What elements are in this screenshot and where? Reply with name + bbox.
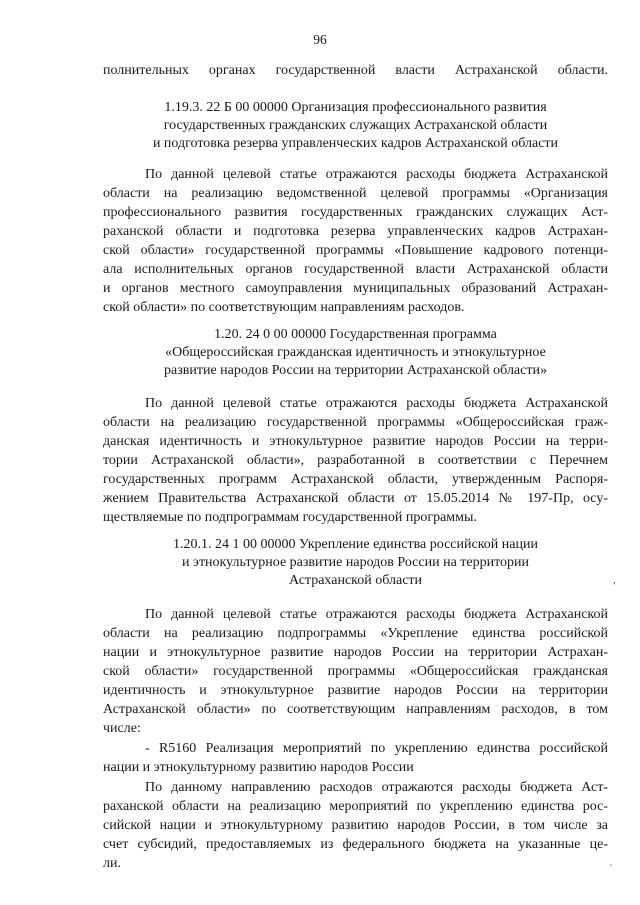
paragraph-line: ской области» государственной программы «Повышение кадрового потенци- bbox=[103, 243, 608, 258]
paragraph-line: профессионального развития государственных гражданских служащих Аст- bbox=[103, 205, 608, 220]
section-heading-line: государственных гражданских служащих Астраханской области bbox=[163, 118, 548, 133]
paragraph-line: данская идентичность и этнокультурное развитие народов России на терри- bbox=[103, 434, 608, 449]
paragraph-line: тории Астраханской области», разработанной в соответствии с Перечнем bbox=[103, 453, 608, 468]
section-heading-line: и этнокультурное развитие народов России на территории bbox=[181, 555, 530, 570]
paragraph-line: области на реализацию подпрограммы «Укрепление единства российской bbox=[103, 626, 608, 641]
paragraph-line: раханской области и подготовка резерва управленческих кадров Астрахан- bbox=[103, 224, 608, 239]
paragraph-line: По данной целевой статье отражаются расходы бюджета Астраханской bbox=[145, 607, 608, 622]
paragraph-line: По данному направлению расходов отражаются расходы бюджета Аст- bbox=[145, 780, 608, 795]
paragraph-line: ской области» государственной программы «Общероссийская гражданская bbox=[103, 664, 608, 679]
paragraph-line: Астраханской области» по соответствующим направлениям расходов, в том bbox=[103, 702, 608, 717]
paragraph-line: государственных программ Астраханской области, утвержденным Распоря- bbox=[103, 472, 608, 487]
section-heading-line: развитие народов России на территории Астраханской области» bbox=[164, 363, 547, 378]
paragraph-line: счет субсидий, предоставляемых из федерального бюджета на указанные це- bbox=[103, 837, 608, 852]
section-heading-line: 1.20.1. 24 1 00 00000 Укрепление единства российской нации bbox=[173, 537, 538, 552]
paragraph-line: ществляемые по подпрограммам государственной программы. bbox=[103, 510, 477, 525]
paragraph-line: жением Правительства Астраханской области от 15.05.2014 № 197-Пр, осу- bbox=[103, 491, 608, 506]
paragraph-line: числе: bbox=[103, 721, 141, 736]
paragraph-line: области на реализацию государственной программы «Общероссийская граж- bbox=[103, 415, 608, 430]
section-heading-line: 1.20. 24 0 00 00000 Государственная программа bbox=[214, 327, 497, 342]
margin-mark: , bbox=[613, 574, 616, 586]
paragraph-line: По данной целевой статье отражаются расходы бюджета Астраханской bbox=[145, 167, 608, 182]
section-heading-line: и подготовка резерва управленческих кадров Астраханской области bbox=[152, 136, 559, 151]
paragraph-line: ала исполнительных органов государственной власти Астраханской области bbox=[103, 262, 608, 277]
paragraph-line: раханской области на реализацию мероприятий по укреплению единства рос- bbox=[103, 799, 608, 814]
paragraph-line: ли. bbox=[103, 856, 121, 871]
paragraph-line: и органов местного самоуправления муниципальных образований Астрахан- bbox=[103, 281, 608, 296]
paragraph-line: области на реализацию ведомственной целевой программы «Организация bbox=[103, 186, 608, 201]
page-number: 96 bbox=[313, 32, 327, 47]
paragraph-line: идентичность и этнокультурное развитие народов России на территории bbox=[103, 683, 608, 698]
list-item-line: нации и этнокультурному развитию народов России bbox=[103, 760, 414, 775]
section-heading-line: Астраханской области bbox=[288, 573, 423, 588]
paragraph-line: сийской нации и этнокультурному развитию народов России, в том числе за bbox=[103, 818, 608, 833]
section-heading-line: 1.19.3. 22 Б 00 00000 Организация профессионального развития bbox=[164, 100, 547, 115]
paragraph-line: нации и этнокультурное развитие народов России на территории Астрахан- bbox=[103, 645, 608, 660]
paragraph-line: По данной целевой статье отражаются расходы бюджета Астраханской bbox=[145, 396, 608, 411]
list-item-line: - R5160 Реализация мероприятий по укреплению единства российской bbox=[145, 741, 608, 756]
text-line: полнительных органах государственной власти Астраханской области. bbox=[103, 63, 608, 78]
section-heading-line: «Общероссийская гражданская идентичность и этнокультурное bbox=[165, 345, 546, 360]
paragraph-line: ской области» по соответствующим направлениям расходов. bbox=[103, 300, 465, 315]
